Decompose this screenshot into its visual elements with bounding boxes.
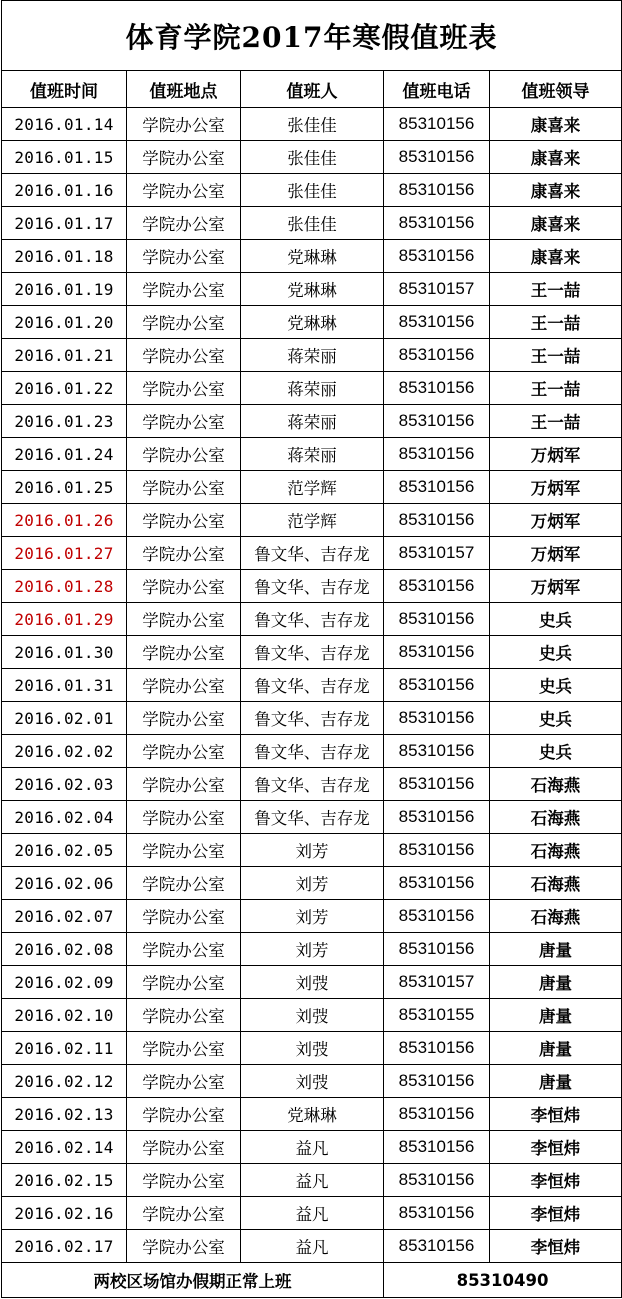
place-cell: 学院办公室: [127, 735, 241, 768]
table-row: [2, 1032, 622, 1065]
phone-cell: 85310156: [384, 339, 490, 372]
phone-cell: 85310156: [384, 834, 490, 867]
person-cell: 刘弢: [241, 999, 384, 1032]
leader-cell: 史兵: [490, 636, 622, 669]
person-cell: 鲁文华、吉存龙: [241, 570, 384, 603]
phone-cell: 85310156: [384, 735, 490, 768]
leader-cell: 康喜来: [490, 174, 622, 207]
phone-cell: 85310156: [384, 405, 490, 438]
date-cell: 2016.02.16: [2, 1197, 127, 1230]
person-cell: 党琳琳: [241, 1098, 384, 1131]
phone-cell: 85310157: [384, 966, 490, 999]
date-cell: 2016.02.07: [2, 900, 127, 933]
place-cell: 学院办公室: [127, 1131, 241, 1164]
phone-cell: 85310156: [384, 669, 490, 702]
leader-cell: 王一喆: [490, 372, 622, 405]
place-cell: 学院办公室: [127, 702, 241, 735]
leader-cell: 康喜来: [490, 141, 622, 174]
leader-cell: 万炳军: [490, 471, 622, 504]
person-cell: 刘芳: [241, 900, 384, 933]
person-cell: 蒋荣丽: [241, 339, 384, 372]
place-cell: 学院办公室: [127, 240, 241, 273]
phone-cell: 85310156: [384, 438, 490, 471]
table-row: [2, 1098, 622, 1131]
place-cell: 学院办公室: [127, 141, 241, 174]
leader-cell: 王一喆: [490, 405, 622, 438]
table-row: [2, 900, 622, 933]
place-cell: 学院办公室: [127, 636, 241, 669]
leader-cell: 李恒炜: [490, 1230, 622, 1263]
person-cell: 益凡: [241, 1230, 384, 1263]
leader-cell: 王一喆: [490, 339, 622, 372]
leader-cell: 李恒炜: [490, 1131, 622, 1164]
table-row: [2, 405, 622, 438]
footer-phone: 85310490: [384, 1263, 622, 1298]
date-cell: 2016.02.14: [2, 1131, 127, 1164]
person-cell: 鲁文华、吉存龙: [241, 537, 384, 570]
place-cell: 学院办公室: [127, 306, 241, 339]
phone-cell: 85310156: [384, 1065, 490, 1098]
phone-cell: 85310156: [384, 1230, 490, 1263]
phone-cell: 85310156: [384, 1032, 490, 1065]
phone-cell: 85310156: [384, 141, 490, 174]
column-header-place: 值班地点: [127, 71, 241, 108]
place-cell: 学院办公室: [127, 867, 241, 900]
table-row: [2, 1197, 622, 1230]
date-cell: 2016.01.26: [2, 504, 127, 537]
phone-cell: 85310156: [384, 1098, 490, 1131]
phone-cell: 85310156: [384, 570, 490, 603]
date-cell: 2016.01.24: [2, 438, 127, 471]
leader-cell: 石海燕: [490, 768, 622, 801]
leader-cell: 王一喆: [490, 306, 622, 339]
person-cell: 益凡: [241, 1164, 384, 1197]
person-cell: 党琳琳: [241, 273, 384, 306]
leader-cell: 万炳军: [490, 438, 622, 471]
table-row: [2, 372, 622, 405]
phone-cell: 85310156: [384, 1164, 490, 1197]
phone-cell: 85310156: [384, 603, 490, 636]
table-row: [2, 1131, 622, 1164]
place-cell: 学院办公室: [127, 504, 241, 537]
person-cell: 益凡: [241, 1197, 384, 1230]
phone-cell: 85310156: [384, 768, 490, 801]
person-cell: 鲁文华、吉存龙: [241, 735, 384, 768]
date-cell: 2016.01.20: [2, 306, 127, 339]
place-cell: 学院办公室: [127, 999, 241, 1032]
person-cell: 鲁文华、吉存龙: [241, 669, 384, 702]
leader-cell: 李恒炜: [490, 1098, 622, 1131]
place-cell: 学院办公室: [127, 372, 241, 405]
date-cell: 2016.01.29: [2, 603, 127, 636]
date-cell: 2016.02.10: [2, 999, 127, 1032]
place-cell: 学院办公室: [127, 900, 241, 933]
person-cell: 鲁文华、吉存龙: [241, 603, 384, 636]
date-cell: 2016.02.15: [2, 1164, 127, 1197]
person-cell: 党琳琳: [241, 306, 384, 339]
date-cell: 2016.02.02: [2, 735, 127, 768]
person-cell: 益凡: [241, 1131, 384, 1164]
place-cell: 学院办公室: [127, 801, 241, 834]
place-cell: 学院办公室: [127, 933, 241, 966]
place-cell: 学院办公室: [127, 471, 241, 504]
leader-cell: 万炳军: [490, 570, 622, 603]
table-row: [2, 834, 622, 867]
person-cell: 刘弢: [241, 966, 384, 999]
leader-cell: 康喜来: [490, 207, 622, 240]
phone-cell: 85310156: [384, 801, 490, 834]
phone-cell: 85310156: [384, 372, 490, 405]
leader-cell: 石海燕: [490, 900, 622, 933]
phone-cell: 85310156: [384, 504, 490, 537]
person-cell: 鲁文华、吉存龙: [241, 768, 384, 801]
phone-cell: 85310156: [384, 174, 490, 207]
place-cell: 学院办公室: [127, 207, 241, 240]
place-cell: 学院办公室: [127, 669, 241, 702]
leader-cell: 石海燕: [490, 834, 622, 867]
date-cell: 2016.01.14: [2, 108, 127, 141]
table-row: [2, 273, 622, 306]
page-title: 体育学院2017年寒假值班表: [2, 1, 622, 71]
leader-cell: 石海燕: [490, 867, 622, 900]
leader-cell: 唐量: [490, 999, 622, 1032]
person-cell: 蒋荣丽: [241, 372, 384, 405]
column-header-phone: 值班电话: [384, 71, 490, 108]
place-cell: 学院办公室: [127, 1230, 241, 1263]
phone-cell: 85310157: [384, 537, 490, 570]
table-row: [2, 207, 622, 240]
place-cell: 学院办公室: [127, 603, 241, 636]
person-cell: 鲁文华、吉存龙: [241, 636, 384, 669]
leader-cell: 史兵: [490, 669, 622, 702]
table-row: [2, 438, 622, 471]
leader-cell: 唐量: [490, 1065, 622, 1098]
place-cell: 学院办公室: [127, 273, 241, 306]
place-cell: 学院办公室: [127, 1065, 241, 1098]
table-row: [2, 537, 622, 570]
person-cell: 刘弢: [241, 1065, 384, 1098]
table-row: [2, 1065, 622, 1098]
date-cell: 2016.02.09: [2, 966, 127, 999]
person-cell: 范学辉: [241, 504, 384, 537]
leader-cell: 石海燕: [490, 801, 622, 834]
leader-cell: 李恒炜: [490, 1197, 622, 1230]
table-row: [2, 339, 622, 372]
date-cell: 2016.01.30: [2, 636, 127, 669]
place-cell: 学院办公室: [127, 339, 241, 372]
place-cell: 学院办公室: [127, 768, 241, 801]
leader-cell: 李恒炜: [490, 1164, 622, 1197]
table-row: [2, 636, 622, 669]
table-row: [2, 603, 622, 636]
phone-cell: 85310156: [384, 108, 490, 141]
person-cell: 张佳佳: [241, 207, 384, 240]
column-header-leader: 值班领导: [490, 71, 622, 108]
phone-cell: 85310156: [384, 867, 490, 900]
place-cell: 学院办公室: [127, 108, 241, 141]
date-cell: 2016.02.04: [2, 801, 127, 834]
table-row: [2, 801, 622, 834]
person-cell: 张佳佳: [241, 174, 384, 207]
phone-cell: 85310156: [384, 306, 490, 339]
person-cell: 蒋荣丽: [241, 405, 384, 438]
table-row: [2, 933, 622, 966]
table-row: [2, 1230, 622, 1263]
table-row: [2, 174, 622, 207]
phone-cell: 85310156: [384, 900, 490, 933]
phone-cell: 85310156: [384, 471, 490, 504]
date-cell: 2016.01.18: [2, 240, 127, 273]
table-row: [2, 669, 622, 702]
leader-cell: 史兵: [490, 702, 622, 735]
date-cell: 2016.02.03: [2, 768, 127, 801]
table-row: [2, 141, 622, 174]
place-cell: 学院办公室: [127, 834, 241, 867]
person-cell: 鲁文华、吉存龙: [241, 801, 384, 834]
date-cell: 2016.02.06: [2, 867, 127, 900]
phone-cell: 85310156: [384, 933, 490, 966]
phone-cell: 85310156: [384, 240, 490, 273]
duty-roster-table: [1, 0, 622, 1298]
table-row: [2, 966, 622, 999]
date-cell: 2016.01.28: [2, 570, 127, 603]
date-cell: 2016.01.25: [2, 471, 127, 504]
column-header-person: 值班人: [241, 71, 384, 108]
date-cell: 2016.01.27: [2, 537, 127, 570]
leader-cell: 唐量: [490, 1032, 622, 1065]
leader-cell: 史兵: [490, 735, 622, 768]
table-row: [2, 735, 622, 768]
place-cell: 学院办公室: [127, 1032, 241, 1065]
person-cell: 范学辉: [241, 471, 384, 504]
phone-cell: 85310156: [384, 1131, 490, 1164]
phone-cell: 85310156: [384, 636, 490, 669]
table-row: [2, 570, 622, 603]
table-row: [2, 1164, 622, 1197]
date-cell: 2016.01.21: [2, 339, 127, 372]
phone-cell: 85310156: [384, 207, 490, 240]
leader-cell: 万炳军: [490, 537, 622, 570]
column-header-date: 值班时间: [2, 71, 127, 108]
place-cell: 学院办公室: [127, 405, 241, 438]
footer-note: 两校区场馆办假期正常上班: [2, 1263, 384, 1298]
leader-cell: 康喜来: [490, 108, 622, 141]
table-row: [2, 768, 622, 801]
date-cell: 2016.02.05: [2, 834, 127, 867]
person-cell: 鲁文华、吉存龙: [241, 702, 384, 735]
leader-cell: 史兵: [490, 603, 622, 636]
date-cell: 2016.02.13: [2, 1098, 127, 1131]
person-cell: 张佳佳: [241, 141, 384, 174]
date-cell: 2016.02.17: [2, 1230, 127, 1263]
table-row: [2, 867, 622, 900]
place-cell: 学院办公室: [127, 438, 241, 471]
date-cell: 2016.02.11: [2, 1032, 127, 1065]
table-row: [2, 240, 622, 273]
table-row: [2, 108, 622, 141]
person-cell: 刘芳: [241, 933, 384, 966]
leader-cell: 唐量: [490, 966, 622, 999]
place-cell: 学院办公室: [127, 174, 241, 207]
date-cell: 2016.01.15: [2, 141, 127, 174]
date-cell: 2016.01.22: [2, 372, 127, 405]
date-cell: 2016.02.01: [2, 702, 127, 735]
table-row: [2, 471, 622, 504]
leader-cell: 康喜来: [490, 240, 622, 273]
phone-cell: 85310155: [384, 999, 490, 1032]
place-cell: 学院办公室: [127, 570, 241, 603]
date-cell: 2016.02.08: [2, 933, 127, 966]
place-cell: 学院办公室: [127, 1098, 241, 1131]
person-cell: 党琳琳: [241, 240, 384, 273]
date-cell: 2016.01.19: [2, 273, 127, 306]
date-cell: 2016.01.23: [2, 405, 127, 438]
person-cell: 刘芳: [241, 867, 384, 900]
place-cell: 学院办公室: [127, 537, 241, 570]
place-cell: 学院办公室: [127, 1197, 241, 1230]
person-cell: 张佳佳: [241, 108, 384, 141]
person-cell: 刘弢: [241, 1032, 384, 1065]
person-cell: 刘芳: [241, 834, 384, 867]
leader-cell: 王一喆: [490, 273, 622, 306]
table-row: [2, 504, 622, 537]
leader-cell: 唐量: [490, 933, 622, 966]
table-row: [2, 702, 622, 735]
leader-cell: 万炳军: [490, 504, 622, 537]
place-cell: 学院办公室: [127, 966, 241, 999]
place-cell: 学院办公室: [127, 1164, 241, 1197]
table-row: [2, 999, 622, 1032]
phone-cell: 85310156: [384, 702, 490, 735]
table-row: [2, 306, 622, 339]
date-cell: 2016.01.17: [2, 207, 127, 240]
phone-cell: 85310156: [384, 1197, 490, 1230]
person-cell: 蒋荣丽: [241, 438, 384, 471]
date-cell: 2016.01.31: [2, 669, 127, 702]
date-cell: 2016.01.16: [2, 174, 127, 207]
phone-cell: 85310157: [384, 273, 490, 306]
roster-body: [2, 108, 622, 1263]
date-cell: 2016.02.12: [2, 1065, 127, 1098]
